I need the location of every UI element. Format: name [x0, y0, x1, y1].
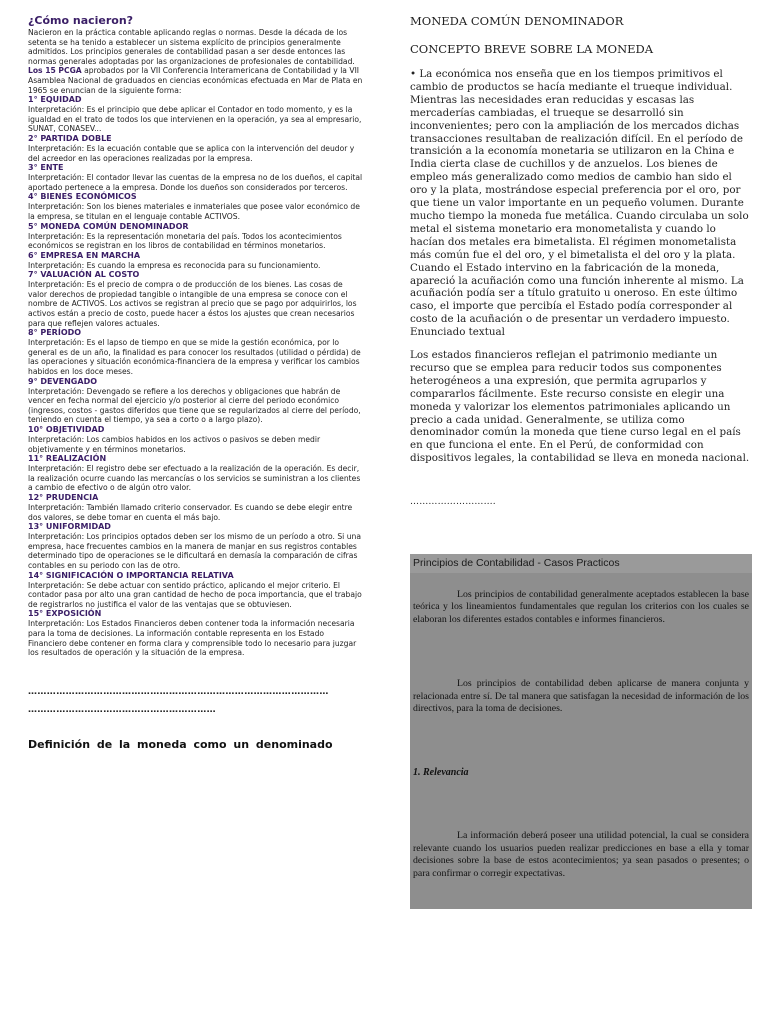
box-paragraph-2: Los principios de contabilidad deben aplicarse de manera conjunta y relacionada entre sí. De tal manera que satisfagan la necesidad de información de los directivos, para la toma de decisiones. — [413, 678, 749, 715]
principle-title: 6° EMPRESA EN MARCHA — [28, 250, 141, 260]
principle-text: Interpretación: Es el principio que debe aplicar el Contador en todo momento, y es la igualdad en el trato de todos los que intervienen en la operación, ya sea al empresario, SUNAT, CONASEV... — [28, 105, 362, 134]
pcga-paragraph — [28, 66, 364, 95]
principle-text: Interpretación: Es la ecuación contable que se aplica con la intervención del deudor y del acreedor en las operaciones realizadas por la empresa. — [28, 143, 355, 163]
principle-text: Interpretación: Se debe actuar con sentido práctico, aplicando el mejor criterio. El contador pasa por alto una gran cantidad de hecho de poca importancia, que el trabajo de registrarlos no justifica el valor de las ventajas que se obtuviesen. — [28, 580, 362, 609]
principle-item — [28, 222, 364, 251]
principle-item — [28, 454, 364, 493]
principle-text: Interpretación: Es el lapso de tiempo en que se mide la gestión económica, por lo general es de un año, la finalidad es para conocer los resultados (utilidad o pérdida) de las operaciones y situación económica-financiera de la empresa y verificar los cambios habidos en los doce meses. — [28, 338, 361, 377]
principle-item — [28, 251, 364, 271]
principle-title: 7° VALUACIÓN AL COSTO — [28, 270, 140, 280]
principle-item — [28, 134, 364, 163]
principle-title: 3° ENTE — [28, 163, 64, 173]
principle-text: Interpretación: Los cambios habidos en los activos o pasivos se deben medir objetivamente y en términos monetarios. — [28, 435, 321, 454]
principles-box — [410, 554, 752, 909]
principle-title: 9° DEVENGADO — [28, 376, 98, 386]
right-column — [410, 14, 752, 507]
principles-list — [28, 95, 364, 658]
principle-item — [28, 609, 364, 657]
principle-title: 1° EQUIDAD — [28, 95, 82, 105]
principle-text: Interpretación: Los principios optados deben ser los mismo de un período a otro. Si una empresa, hace frecuentes cambios en la manera de manjar en sus registros contables determinado tipo de operaciones se le dificultará en demasía la comparación de cifras contables en su periodo con las de otro. — [28, 532, 361, 570]
relevance-heading: 1. Relevancia — [413, 767, 469, 779]
principle-text: Interpretación: Es el precio de compra o de producción de los bienes. Las cosas de valor derechos de propiedad tangible o intangible de una empresa se conoce con el nombre de ACTIVOS. Los activos se registran al precio que se pago por adquirirlos, los activos están a precio de costo, puede hacer a éstos los ajustes que crean necesarios para que reflejen valores actuales. — [28, 280, 357, 328]
principle-title: 10° OBJETIVIDAD — [28, 425, 105, 434]
principle-item — [28, 192, 364, 221]
left-column — [28, 14, 364, 751]
principle-title: 13° UNIFORMIDAD — [28, 522, 111, 532]
principle-text: Interpretación: El registro debe ser efectuado a la realización de la operación. Es decir, la realización ocurre cuando las mercancías o los servicios se suministran a los clientes a cambio de efectivo o de algún otro valor. — [28, 464, 361, 493]
principle-text: Interpretación: Son los bienes materiales e inmateriales que posee valor económico de la empresa, se titulan en el lenguaje contable ACTIVOS. — [28, 202, 360, 221]
paragraph-estados: Los estados financieros reflejan el patrimonio mediante un recurso que se emplea para reducir todos sus componentes heterogéneos a una expresión, que permita agruparlos y compararlos fácilmente. Este recurso consiste en elegir una moneda y valorizar los elementos patrimoniales aplicando un precio a cada unidad. Generalmente, se utiliza como denominador común la moneda que tiene curso legal en el país en que funciona el ente. En el Perú, de conformidad con dispositivos legales, la contabilidad se lleva en moneda nacional. — [410, 349, 750, 465]
box-title: Principios de Contabilidad - Casos Practicos — [410, 554, 752, 573]
principle-title: 11° REALIZACIÓN — [28, 454, 107, 464]
intro-paragraph: Nacieron en la práctica contable aplicando reglas o normas. Desde la década de los setenta se ha tenido a establecer un sistema explícito de principios generalmente admitidos. Los principios generales de contabilidad pasan a ser desde entonces las normas generales adoptadas por las organizaciones de profesionales de contabilidad. — [28, 28, 355, 66]
principle-text: Interpretación: Devengado se refiere a los derechos y obligaciones que habrán de vencer en fecha normal del ejercicio y/o posterior al cierre del periodo económico (ingresos, costos - gastos diferidos que tiene que se regularizados al cierre del período, teniendo en cuenta el tiempo, ya sea a corto o a largo plazo). — [28, 386, 361, 425]
section-title: ¿Cómo nacieron? — [28, 14, 134, 27]
principle-title: 8° PERÍODO — [28, 328, 82, 338]
principle-text: Interpretación: Es cuando la empresa es reconocida para su funcionamiento. — [28, 260, 321, 270]
principle-item — [28, 328, 364, 376]
principle-item — [28, 425, 364, 454]
principle-text: Interpretación: Es la representación monetaria del país. Todos los acontecimientos económicos se registran en los libros de contabilidad en términos monetarios. — [28, 231, 342, 251]
principle-title: 4° BIENES ECONÓMICOS — [28, 192, 137, 202]
pcga-text: aprobados por la VII Conferencia Interamericana de Contabilidad y la VII Asamblea Nacional de graduados en ciencias económicas efectuada en Mar de Plata en 1965 se enuncian de la siguiente forma: — [28, 66, 363, 95]
principle-title: 2° PARTIDA DOBLE — [28, 133, 112, 143]
principle-title: 14° SIGNIFICACIÓN O IMPORTANCIA RELATIVA — [28, 570, 234, 580]
dotted-line-2: …………………………………………………… — [28, 704, 216, 715]
definition-heading: Definición de la moneda como un denominado — [28, 737, 333, 751]
heading-concepto: CONCEPTO BREVE SOBRE LA MONEDA — [410, 42, 654, 56]
principle-item — [28, 270, 364, 328]
principle-item — [28, 163, 364, 192]
principle-text: Interpretación: Los Estados Financieros deben contener toda la información necesaria para la toma de decisiones. La información contable representa en los Estado Financiero debe contener en forma clara y comprensible todo lo necesario para juzgar los resultados de operación y la situación de la empresa. — [28, 619, 357, 658]
dotted-line-1: …………………………………………………………………………………… — [28, 686, 329, 697]
principle-title: 15° EXPOSICIÓN — [28, 609, 102, 619]
box-paragraph-3: La información deberá poseer una utilidad potencial, la cual se considera relevante cuando los usuarios pueden realizar predicciones en base a ella y tomar decisiones sobre la base de estos acontecimientos; ya sean pasados o presentes; o para confirmar o corregir expectativas. — [413, 830, 749, 879]
dotted-line-right: ………………………. — [410, 497, 496, 508]
box-paragraph-1: Los principios de contabilidad generalmente aceptados establecen la base teórica y los lineamientos fundamentales que regulan los criterios con los cuales se elaboran los diferentes estados contables e informes financieros. — [413, 589, 749, 625]
principle-item — [28, 571, 364, 610]
paragraph-history: • La económica nos enseña que en los tiempos primitivos el cambio de productos se hacía mediante el trueque individual. Mientras las necesidades eran reducidas y escasas las mercaderías cambiadas, el trueque se desarrolló sin inconvenientes; pero con la ampliación de los mercados dichas transacciones resultaban de realización difícil. En el período de transición a la economía monetaria se utilizaron en la China e India cierta clase de cuchillos y de anzuelos. Los bienes de empleo más generalizado como medios de cambio han sido el oro y la plata, mostrándose especial preferencia por el oro, por que tiene un valor importante en un pequeño volumen. Durante mucho tiempo la moneda fue metálica. Cuando circulaba un solo metal el sistema monetario era monometalista y cuando lo hacían dos metales era bimetalista. El régimen monometalista más común fue el del oro, y el bimetalista el del oro y la plata. Cuando el Estado intervino en la fabricación de la moneda, apareció la acuñación como una función inherente al mismo. La acuñación podía ser a título gratuito u oneroso. En este último caso, el importe que percibía el Estado podía corresponder al costo de la acuñación o de presentar un verdadero impuesto. Enunciado textual — [410, 68, 749, 339]
principle-item — [28, 522, 364, 570]
heading-moneda: MONEDA COMÚN DENOMINADOR — [410, 14, 624, 28]
principle-item — [28, 377, 364, 425]
principle-text: Interpretación: El contador llevar las cuentas de la empresa no de los dueños, el capital aportado pertenece a la empresa. Donde los dueños son considerados por terceros. — [28, 173, 363, 192]
principle-title: 5° MONEDA COMÚN DENOMINADOR — [28, 221, 189, 231]
principle-item — [28, 95, 364, 134]
pcga-label: Los 15 PCGA — [28, 66, 82, 76]
principle-item — [28, 493, 364, 522]
principle-text: Interpretación: También llamado criterio conservador. Es cuando se debe elegir entre dos valores, se debe tomar en cuenta el más bajo. — [28, 502, 353, 522]
principle-title: 12° PRUDENCIA — [28, 492, 99, 502]
